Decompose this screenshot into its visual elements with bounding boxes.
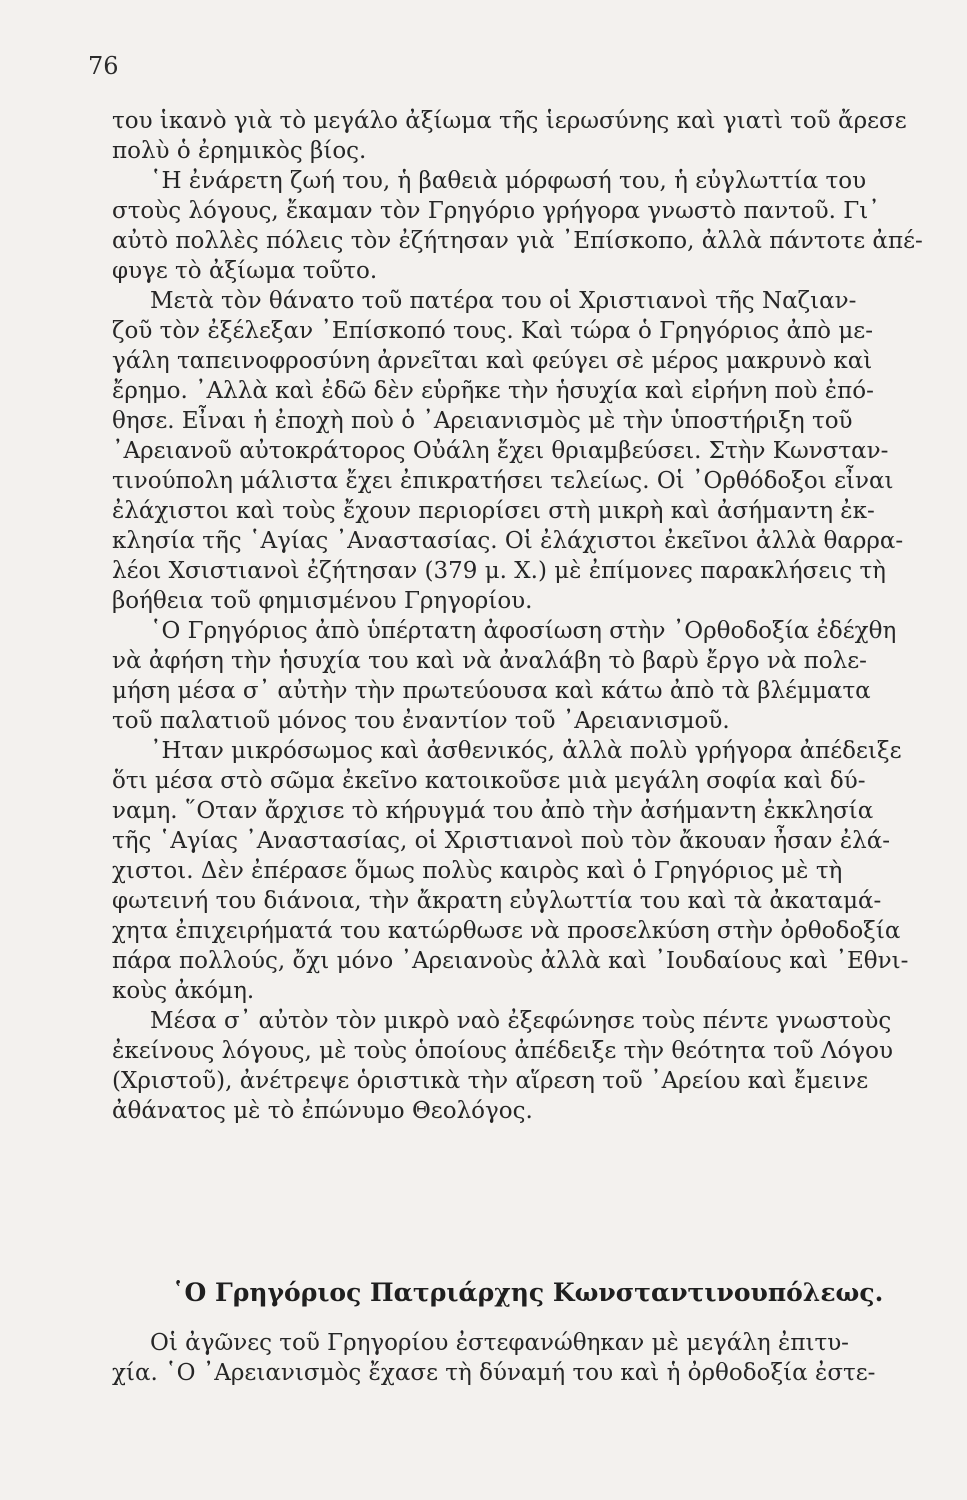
text-line: ἐκείνους λόγους, μὲ τοὺς ὁποίους ἀπέδειξε τὴν θεότητα τοῦ Λόγου [112, 1038, 893, 1064]
text-line: τινούπολη μάλιστα ἔχει ἐπικρατήσει τελείως. Οἱ ᾽Ορθόδοξοι εἶναι [112, 468, 894, 494]
text-line: χία. ῾Ο ᾽Αρειανισμὸς ἔχασε τὴ δύναμή του καὶ ἡ ὀρθοδοξία ἐστε- [112, 1360, 876, 1386]
text-line: ἔρημο. ᾽Αλλὰ καὶ ἐδῶ δὲν εὑρῆκε τὴν ἡσυχία καὶ εἰρήνη ποὺ ἐπό- [112, 378, 874, 404]
text-line: ῾Η ἐνάρετη ζωή του, ἡ βαθειὰ μόρφωσή του, ἡ εὐγλωττία του [150, 168, 867, 194]
text-line: ναμη. ῞Οταν ἄρχισε τὸ κήρυγμά του ἀπὸ τὴν ἀσήμαντη ἐκκλησία [112, 798, 874, 824]
section-text [112, 1328, 876, 1388]
text-line: χητα ἐπιχειρήματά του κατώρθωσε νὰ προσελκύση στὴν ὀρθοδοξία [112, 918, 901, 944]
text-line: λέοι Χσιστιανοὶ ἐζήτησαν (379 μ. Χ.) μὲ ἐπίμονες παρακλήσεις τὴ [112, 558, 886, 584]
text-line: κοὺς ἀκόμη. [112, 978, 255, 1004]
text-line: αὐτὸ πολλὲς πόλεις τὸν ἐζήτησαν γιὰ ᾽Επίσκοπο, ἀλλὰ πάντοτε ἀπέ- [112, 228, 923, 254]
text-line: βοήθεια τοῦ φημισμένου Γρηγορίου. [112, 588, 533, 614]
text-line: ὅτι μέσα στὸ σῶμα ἐκεῖνο κατοικοῦσε μιὰ μεγάλη σοφία καὶ δύ- [112, 768, 866, 794]
text-line: νὰ ἀφήση τὴν ἡσυχία του καὶ νὰ ἀναλάβη τὸ βαρὺ ἔργο νὰ πολε- [112, 648, 867, 674]
text-line: Μετὰ τὸν θάνατο τοῦ πατέρα του οἱ Χριστιανοὶ τῆς Ναζιαν- [150, 288, 857, 314]
text-line: θησε. Εἶναι ἡ ἐποχὴ ποὺ ὁ ᾽Αρειανισμὸς μὲ τὴν ὑποστήριξη τοῦ [112, 408, 853, 434]
text-line: ζοῦ τὸν ἐξέλεξαν ᾽Επίσκοπό τους. Καὶ τώρα ὁ Γρηγόριος ἀπὸ με- [112, 318, 873, 344]
text-line: στοὺς λόγους, ἔκαμαν τὸν Γρηγόριο γρήγορα γνωστὸ παντοῦ. Γι᾽ [112, 198, 880, 224]
text-line: ἐλάχιστοι καὶ τοὺς ἔχουν περιορίσει στὴ μικρὴ καὶ ἀσήμαντη ἐκ- [112, 498, 875, 524]
page-number: 76 [88, 52, 119, 80]
text-line: του ἱκανὸ γιὰ τὸ μεγάλο ἀξίωμα τῆς ἱερωσύνης καὶ γιατὶ τοῦ ἄρεσε [112, 108, 907, 134]
text-line: γάλη ταπεινοφροσύνη ἀρνεῖται καὶ φεύγει σὲ μέρος μακρυνὸ καὶ [112, 348, 873, 374]
text-line: ἀθάνατος μὲ τὸ ἐπώνυμο Θεολόγος. [112, 1098, 533, 1124]
text-line: Οἱ ἀγῶνες τοῦ Γρηγορίου ἐστεφανώθηκαν μὲ μεγάλη ἐπιτυ- [150, 1330, 849, 1356]
text-line: πάρα πολλούς, ὄχι μόνο ᾽Αρειανοὺς ἀλλὰ καὶ ᾽Ιουδαίους καὶ ᾽Εθνι- [112, 948, 909, 974]
text-line: φυγε τὸ ἀξίωμα τοῦτο. [112, 258, 378, 284]
text-line: (Χριστοῦ), ἀνέτρεψε ὁριστικὰ τὴν αἵρεση τοῦ ᾽Αρείου καὶ ἔμεινε [112, 1068, 869, 1094]
section-heading: ῾Ο Γρηγόριος Πατριάρχης Κωνσταντινουπόλεως. [172, 1278, 884, 1307]
text-line: μήση μέσα σ᾽ αὐτὴν τὴν πρωτεύουσα καὶ κάτω ἀπὸ τὰ βλέμματα [112, 678, 871, 704]
body-text [112, 106, 923, 1126]
text-line: χιστοι. Δὲν ἐπέρασε ὅμως πολὺς καιρὸς καὶ ὁ Γρηγόριος μὲ τὴ [112, 858, 843, 884]
text-line: ᾽Αρειανοῦ αὐτοκράτορος Οὐάλη ἔχει θριαμβεύσει. Στὴν Κωνσταν- [112, 438, 889, 464]
text-line: Μέσα σ᾽ αὐτὸν τὸν μικρὸ ναὸ ἐξεφώνησε τοὺς πέντε γνωστοὺς [150, 1008, 892, 1034]
text-line: ᾽Ηταν μικρόσωμος καὶ ἀσθενικός, ἀλλὰ πολὺ γρήγορα ἀπέδειξε [150, 738, 902, 764]
text-line: φωτεινή του διάνοια, τὴν ἄκρατη εὐγλωττία του καὶ τὰ ἀκαταμά- [112, 888, 882, 914]
text-line: ῾Ο Γρηγόριος ἀπὸ ὑπέρτατη ἀφοσίωση στὴν ᾽Ορθοδοξία ἐδέχθη [150, 618, 897, 644]
text-line: πολὺ ὁ ἐρημικὸς βίος. [112, 138, 367, 164]
text-line: κλησία τῆς ῾Αγίας ᾽Αναστασίας. Οἱ ἐλάχιστοι ἐκεῖνοι ἀλλὰ θαρρα- [112, 528, 904, 554]
text-line: τῆς ῾Αγίας ᾽Αναστασίας, οἱ Χριστιανοὶ ποὺ τὸν ἄκουαν ἦσαν ἐλά- [112, 828, 891, 854]
text-line: τοῦ παλατιοῦ μόνος του ἐναντίον τοῦ ᾽Αρειανισμοῦ. [112, 708, 730, 734]
